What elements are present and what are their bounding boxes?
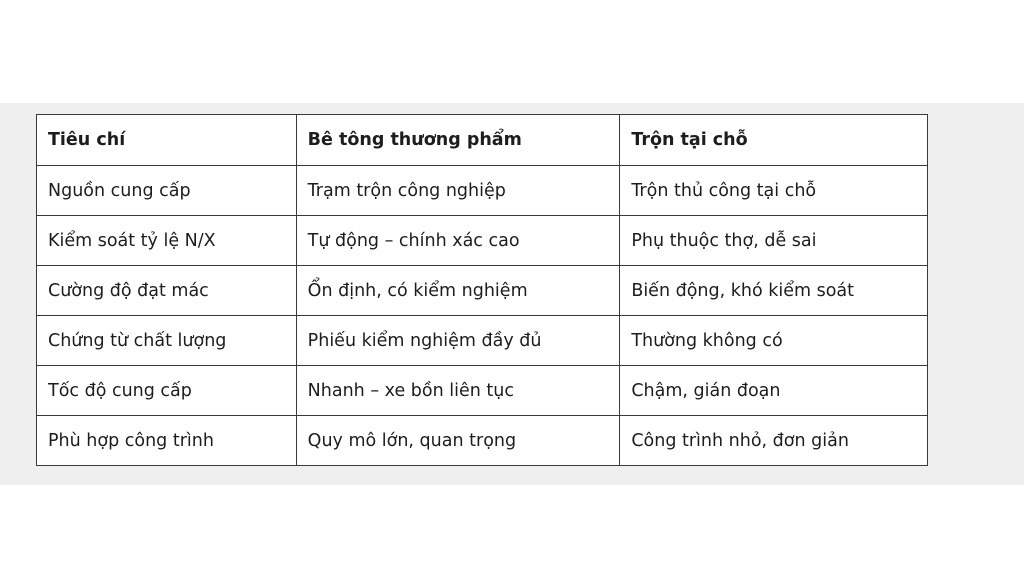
cell-criteria: Phù hợp công trình [37, 416, 297, 466]
cell-site-mixed: Trộn thủ công tại chỗ [620, 166, 928, 216]
cell-site-mixed: Phụ thuộc thợ, dễ sai [620, 216, 928, 266]
table-row [37, 316, 928, 366]
cell-criteria: Kiểm soát tỷ lệ N/X [37, 216, 297, 266]
cell-ready-mix: Ổn định, có kiểm nghiệm [296, 266, 620, 316]
cell-site-mixed: Biến động, khó kiểm soát [620, 266, 928, 316]
cell-ready-mix: Nhanh – xe bồn liên tục [296, 366, 620, 416]
table-row [37, 266, 928, 316]
table-row [37, 416, 928, 466]
table-row [37, 166, 928, 216]
cell-site-mixed: Công trình nhỏ, đơn giản [620, 416, 928, 466]
cell-ready-mix: Phiếu kiểm nghiệm đầy đủ [296, 316, 620, 366]
cell-ready-mix: Trạm trộn công nghiệp [296, 166, 620, 216]
header-site-mixed: Trộn tại chỗ [620, 115, 928, 166]
cell-criteria: Cường độ đạt mác [37, 266, 297, 316]
table-row [37, 366, 928, 416]
comparison-table [36, 114, 928, 466]
cell-ready-mix: Quy mô lớn, quan trọng [296, 416, 620, 466]
cell-site-mixed: Chậm, gián đoạn [620, 366, 928, 416]
table-row [37, 216, 928, 266]
cell-ready-mix: Tự động – chính xác cao [296, 216, 620, 266]
cell-site-mixed: Thường không có [620, 316, 928, 366]
table-header-row [37, 115, 928, 166]
header-ready-mix-concrete: Bê tông thương phẩm [296, 115, 620, 166]
cell-criteria: Tốc độ cung cấp [37, 366, 297, 416]
cell-criteria: Nguồn cung cấp [37, 166, 297, 216]
cell-criteria: Chứng từ chất lượng [37, 316, 297, 366]
header-criteria: Tiêu chí [37, 115, 297, 166]
